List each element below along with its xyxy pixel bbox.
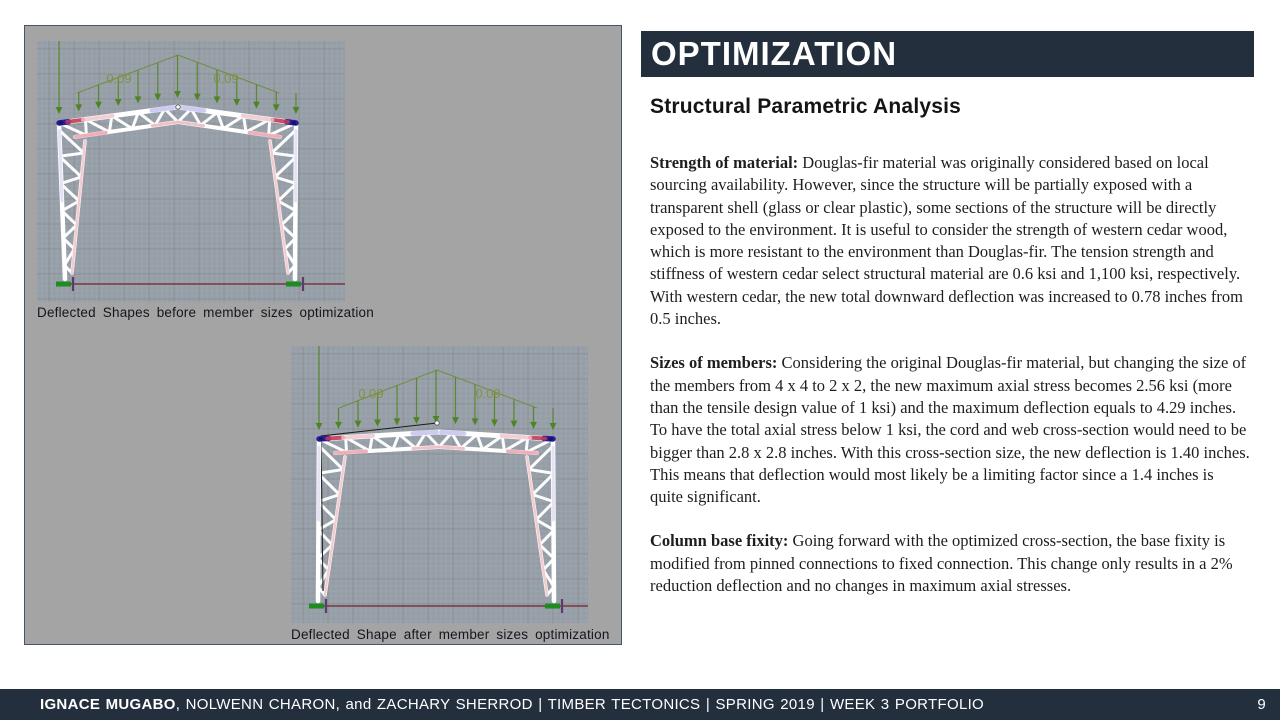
paragraph-lead: Column base fixity: xyxy=(650,531,789,551)
footer-authors xyxy=(40,696,984,713)
paragraph-lead: Sizes of members: xyxy=(650,353,778,373)
load-value-label: 0.09 xyxy=(213,71,239,86)
paragraph-body: Douglas-fir material was originally considered based on local sourcing availability. However, since the structure will be partially exposed with a transparent shell (glass or clear plastic), some sections of the structure will be directly exposed to the environment. It is useful to consider the strength of western cedar wood, which is more resistant to the environment than Douglas-fir. The tension strength and stiffness of western cedar select structural material are 0.6 ksi and 1,100 ksi, respectively. With western cedar, the new total downward deflection was increased to 0.78 inches from 0.5 inches. xyxy=(650,153,1243,329)
slide-subtitle: Structural Parametric Analysis xyxy=(650,95,962,118)
footer-authors-rest: , NOLWENN CHARON, and ZACHARY SHERROD | TIMBER TECTONICS | SPRING 2019 | WEEK 3 PORTFOLIO xyxy=(175,696,985,713)
figure-caption-before: Deflected Shapes before member sizes optimization xyxy=(37,305,374,320)
footer-author-bold: IGNACE MUGABO xyxy=(40,696,176,713)
slide-title-bar xyxy=(641,31,1254,77)
paragraph-strength-of-material xyxy=(650,152,1250,330)
figure-caption-after: Deflected Shape after member sizes optimization xyxy=(291,627,610,642)
structural-analysis-viewport-after xyxy=(291,346,588,623)
structural-analysis-viewport-before xyxy=(37,41,345,302)
paragraph-body: Considering the original Douglas-fir material, but changing the size of the members from 4 x 4 to 2 x 2, the new maximum axial stress becomes 2.56 ksi (more than the tensile design value of 1 ksi) and the maximum deflection equals to 4.29 inches. To have the total axial stress below 1 ksi, the cord and web cross-section would need to be bigger than 2.8 x 2.8 inches. With this cross-section size, the new deflection is 1.40 inches. This means that deflection would most likely be a limiting factor since a 1.4 inches is quite significant. xyxy=(650,353,1250,507)
paragraph-column-base-fixity xyxy=(650,530,1250,597)
footer-bar xyxy=(0,689,1280,720)
figure-deflected-after xyxy=(291,346,588,623)
load-value-label: 0.09 xyxy=(475,386,501,401)
load-value-label: 0.09 xyxy=(106,71,132,86)
paragraph-sizes-of-members xyxy=(650,352,1250,508)
load-value-label: 0.09 xyxy=(358,386,384,401)
paragraph-lead: Strength of material: xyxy=(650,153,799,172)
figure-deflected-before xyxy=(37,41,345,302)
page-title: OPTIMIZATION xyxy=(651,35,898,72)
page-number: 9 xyxy=(1257,696,1266,713)
figures-panel xyxy=(24,25,622,645)
paragraph-body: Going forward with the optimized cross-section, the base fixity is modified from pinned connections to fixed connection. This change only results in a 2% reduction deflection and no changes in maximum axial stresses. xyxy=(650,531,1233,596)
body-text xyxy=(650,152,1250,619)
